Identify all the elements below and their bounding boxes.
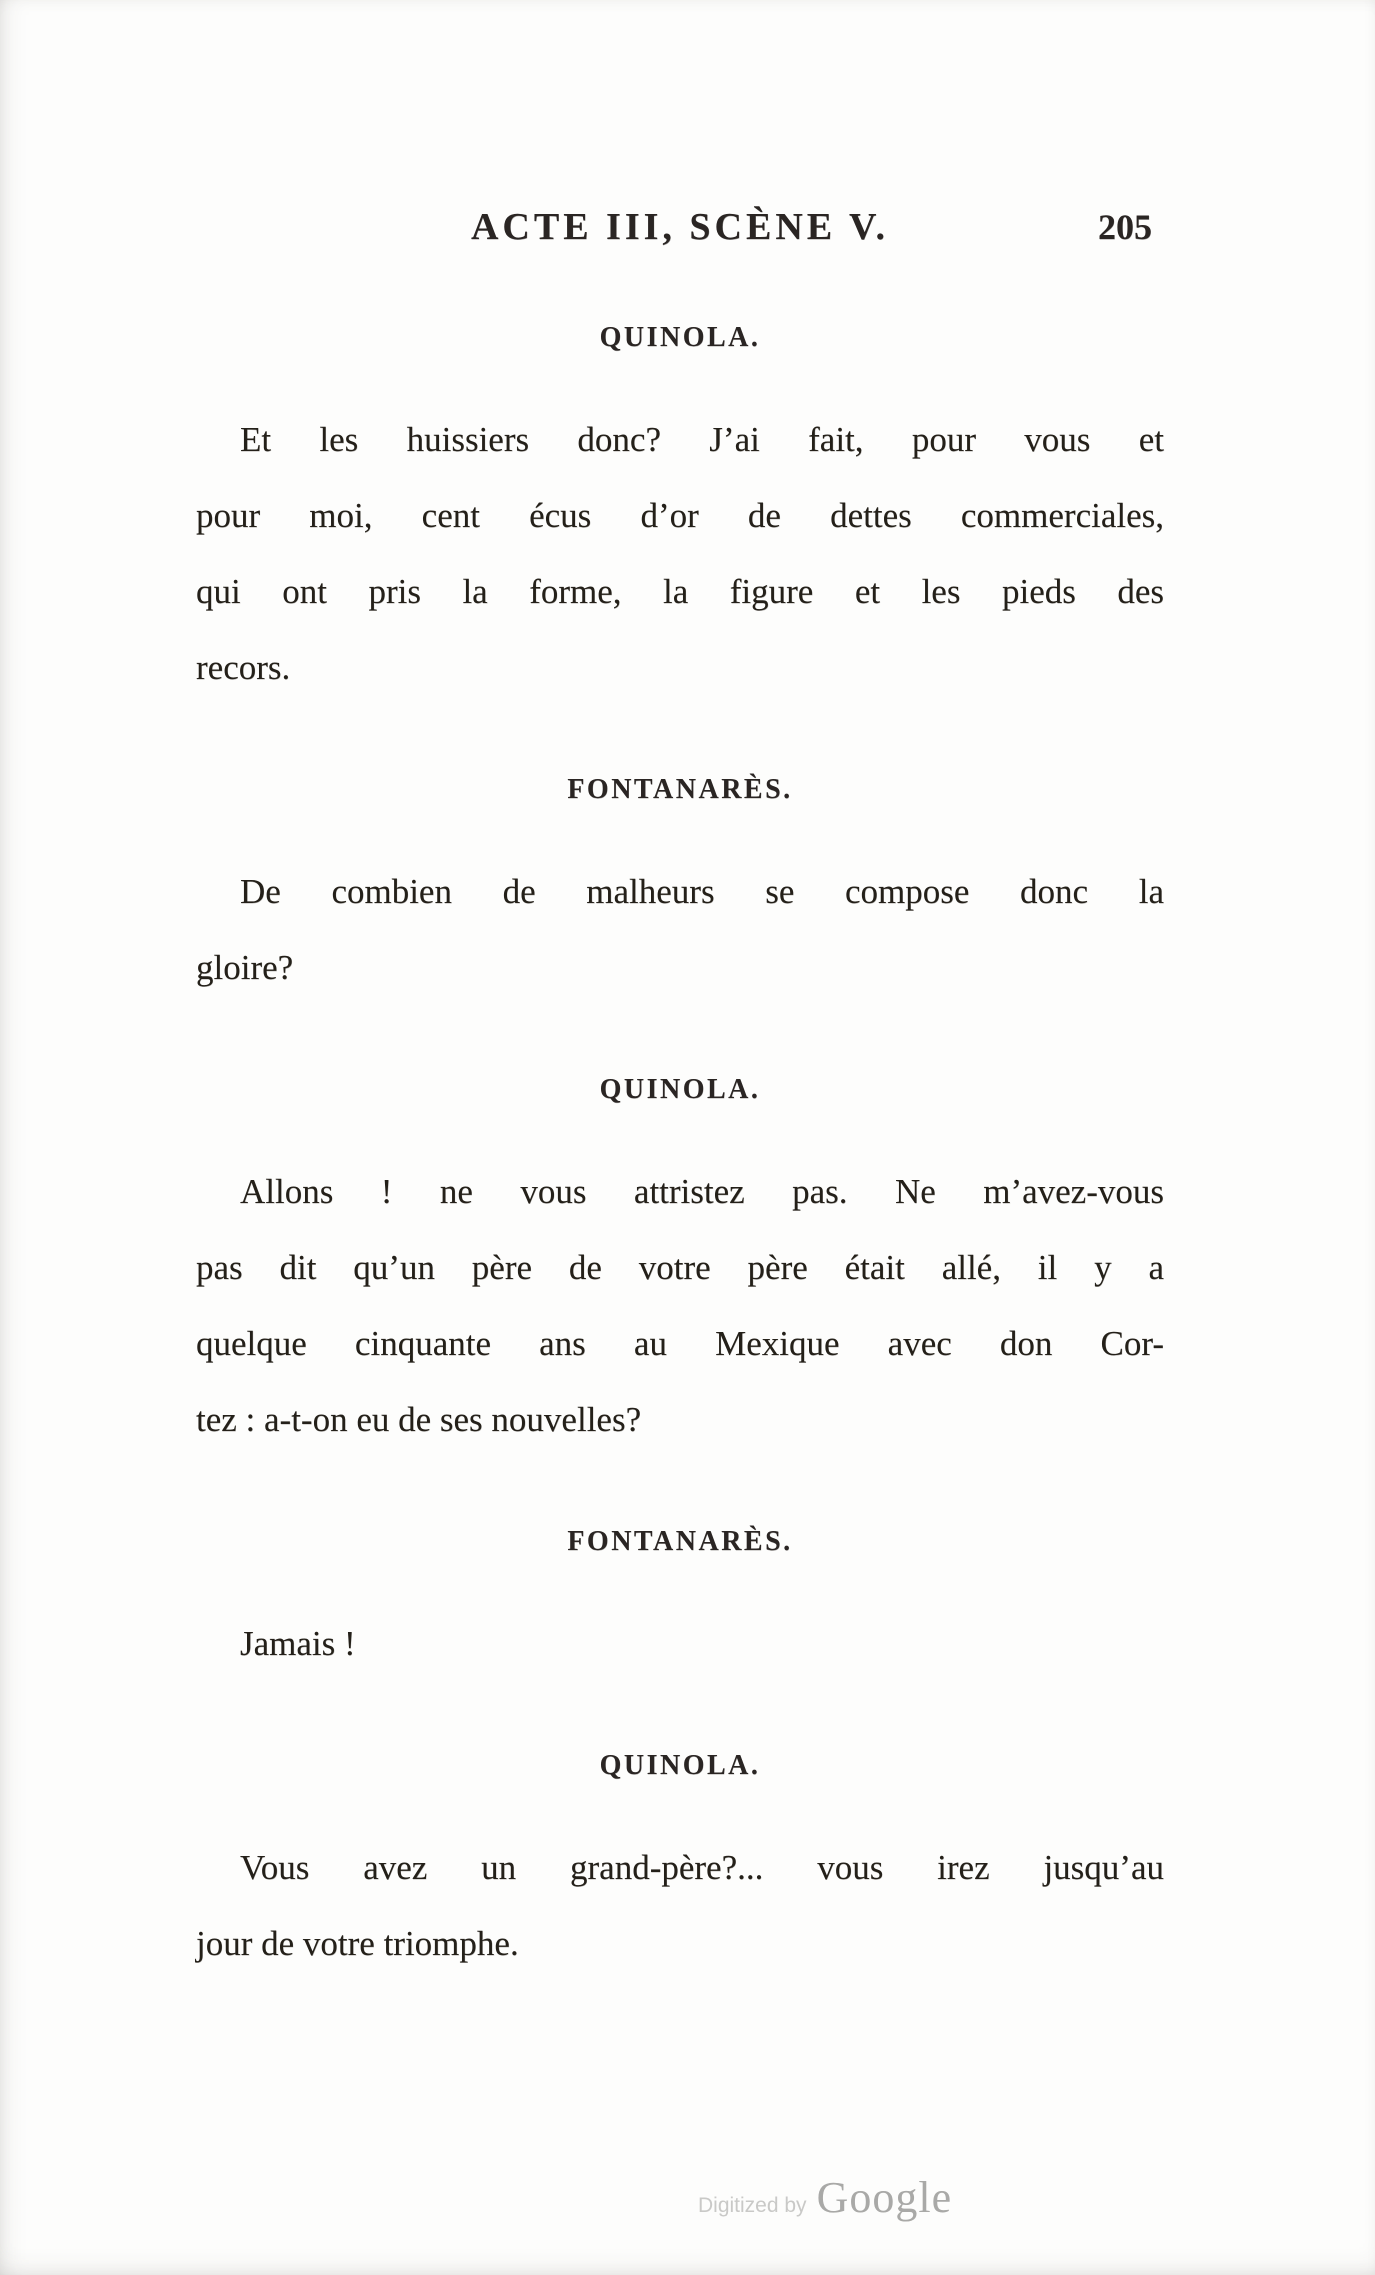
dialogue-line: De combien de malheurs se compose donc la [240,872,1164,911]
dialogue-block [196,1746,1164,1982]
dialogue-line: gloire? [196,948,294,987]
page-number: 205 [1098,207,1152,247]
dialogue-section [196,318,1164,1982]
dialogue-line: pour moi, cent écus d’or de dettes commerciales, [196,496,1164,535]
dialogue-paragraph [196,1830,1164,1982]
dialogue-block [196,1522,1164,1682]
dialogue-paragraph [196,1606,1164,1682]
speaker-heading: FONTANARÈS. [567,774,793,805]
dialogue-block [196,318,1164,706]
dialogue-line: Et les huissiers donc? J’ai fait, pour vous et [240,420,1164,459]
google-watermark [698,2172,952,2223]
speaker-heading: QUINOLA. [599,322,761,353]
page-header [196,205,1164,257]
dialogue-line: qui ont pris la forme, la figure et les pieds des [196,572,1164,611]
dialogue-line: pas dit qu’un père de votre père était allé, il y a [196,1248,1164,1287]
dialogue-line: Allons ! ne vous attristez pas. Ne m’avez-vous [240,1172,1164,1211]
dialogue-block [196,770,1164,1006]
digitized-by-label: Digitized by [698,2194,807,2217]
dialogue-block [196,1070,1164,1458]
dialogue-paragraph [196,854,1164,1006]
scene-title: ACTE III, SCÈNE V. [470,206,889,248]
dialogue-line: jour de votre triomphe. [196,1924,519,1963]
speaker-heading: FONTANARÈS. [567,1526,793,1557]
dialogue-line: Vous avez un grand-père?... vous irez jusqu’au [240,1848,1164,1887]
dialogue-line: recors. [196,648,291,687]
dialogue-line: Jamais ! [240,1624,356,1663]
speaker-heading: QUINOLA. [599,1074,761,1105]
dialogue-paragraph [196,402,1164,706]
dialogue-line: quelque cinquante ans au Mexique avec don Cor- [196,1324,1164,1363]
speaker-heading: QUINOLA. [599,1750,761,1781]
google-logo: Google [816,2173,953,2222]
dialogue-paragraph [196,1154,1164,1458]
dialogue-line: tez : a-t-on eu de ses nouvelles? [196,1400,642,1439]
